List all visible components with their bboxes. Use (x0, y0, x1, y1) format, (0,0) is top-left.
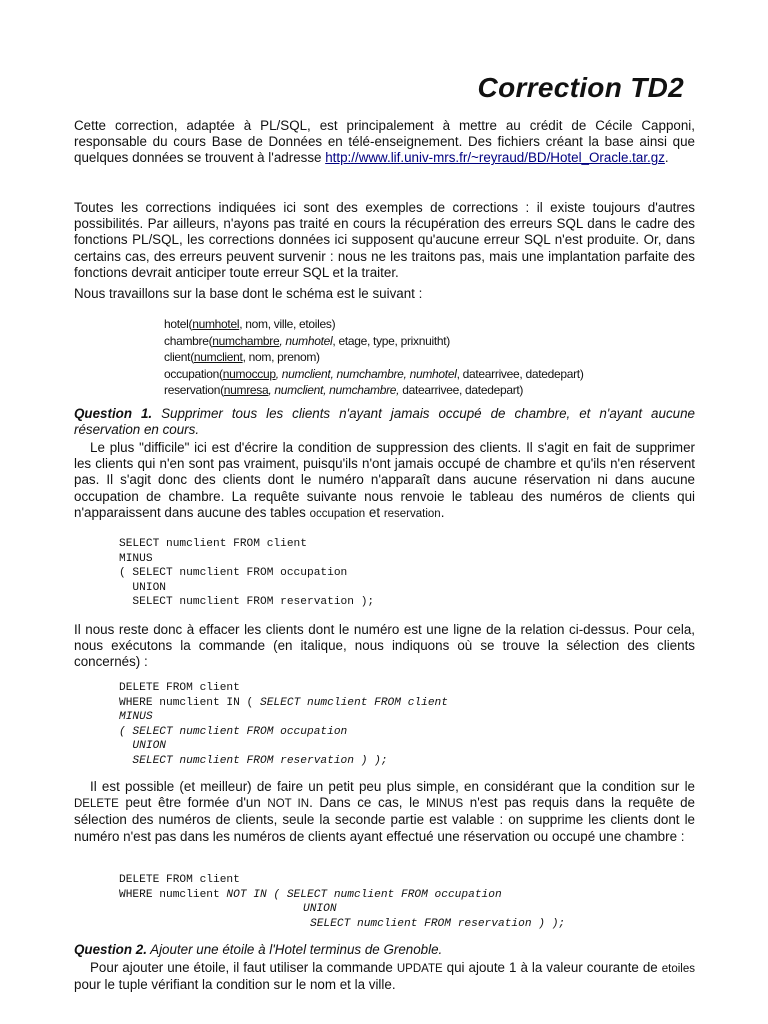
schema-list (164, 316, 584, 399)
text-segment: . Dans ce cas, le (309, 795, 427, 811)
code-segment-italic: SELECT numclient FROM client (260, 696, 448, 709)
question-1-text: Supprimer tous les clients n'ayant jamais occupé de chambre, et n'ayant aucune réservation en cours. (74, 406, 695, 438)
question-1-label: Question 1. (74, 406, 153, 421)
table-name: occupation (164, 366, 220, 381)
foreign-keys: , numhotel (279, 333, 333, 348)
table-name: chambre (164, 333, 209, 348)
disclaimer-paragraph: Toutes les corrections indiquées ici sont des exemples de corrections : il existe toujours d'autres possibilités. Par ailleurs, n'ayons pas traité en cours la récupération des erreurs SQL dans le cadre des fonctions PL/SQL, les corrections données ici supposent qu'aucune erreur SQL n'est produite. Or, dans certains cas, des erreurs peuvent survenir : nous ne les traitons pas, mais une implantation parfaite des fonctions devrait anticiper toute erreur SQL et la traiter. (74, 200, 695, 280)
intro-text: Cette correction, adaptée à PL/SQL, est principalement à mettre au crédit de Cécile Capponi, responsable du cours Base de Données en télé-enseignement. Des fichiers créant la base ainsi que quelques données se trouvent à l'adresse (74, 118, 695, 166)
keyword-minus: MINUS (426, 798, 464, 811)
document-title: Correction TD2 (477, 72, 684, 103)
schema-intro: Nous travaillons sur la base dont le schéma est le suivant : (74, 286, 423, 301)
schema-row-chambre: chambre(numchambre, numhotel, etage, type, prixnuitht) (164, 333, 450, 348)
question-2-label: Question 2. (74, 942, 147, 957)
table-name: hotel (164, 317, 189, 331)
primary-key: numclient (193, 350, 243, 365)
code-block-select: SELECT numclient FROM client MINUS ( SELECT numclient FROM occupation UNION SELECT numclient FROM reservation ); (119, 538, 375, 609)
intro-end: . (664, 150, 669, 166)
attributes: , nom, prenom) (242, 350, 320, 365)
attributes: , nom, ville, etoiles) (239, 317, 336, 331)
primary-key: numoccup (222, 366, 276, 381)
primary-key: numhotel (192, 317, 240, 331)
code-segment: WHERE numclient IN ( (119, 696, 260, 709)
attributes: , etage, type, prixnuitht) (332, 333, 450, 348)
text-segment: Il est possible (et meilleur) de faire un petit peu plus simple, en considérant que la condition sur le (90, 779, 695, 794)
code-block-delete-minus (119, 681, 448, 769)
code-line: UNION (303, 903, 337, 916)
foreign-keys: , numclient, numchambre, numhotel (275, 366, 457, 381)
code-line: UNION (119, 740, 166, 753)
table-name: reservation (164, 383, 221, 398)
schema-row-reservation: reservation(numresa, numclient, numchambre, datearrivee, datedepart) (164, 383, 524, 398)
code-line: ( SELECT numclient FROM occupation (119, 725, 348, 738)
attributes: datearrivee, datedepart) (399, 383, 524, 398)
attributes: , datearrivee, datedepart) (456, 366, 584, 381)
foreign-keys: , numclient, numchambre, (268, 383, 400, 398)
keyword-update: UPDATE (396, 963, 443, 975)
table-ref-occupation: occupation (309, 507, 366, 520)
explanation-end: . (440, 504, 445, 520)
column-etoiles: etoiles (661, 963, 695, 975)
code-segment: WHERE numclient (119, 888, 227, 901)
conjunction: et (365, 504, 384, 520)
explanation-text: Le plus "difficile" ici est d'écrire la condition de suppression des clients. Il s'agit en fait de supprimer les clients qui n'en sont pas vraiment, puisqu'ils n'ont jamais occupé de chambre et qu'ils n'en réservent pas. Il s'agit donc des clients dont le numéro n'apparaît dans aucune réservation ni dans aucune occupation de chambre. La requête suivante nous renvoie le tableau des numéros de clients qui n'apparaissent dans aucune des tables (74, 440, 695, 520)
schema-row-client: client(numclient, nom, prenom) (164, 350, 320, 365)
question-2 (74, 942, 695, 958)
question-1 (74, 406, 695, 438)
primary-key: numchambre (212, 333, 280, 348)
code-line: DELETE FROM client (119, 682, 240, 694)
question-2-explanation (74, 960, 695, 993)
question-2-text: Ajouter une étoile à l'Hotel terminus de Grenoble. (146, 942, 443, 957)
download-link[interactable]: http://www.lif.univ-mrs.fr/~reyraud/BD/Hotel_Oracle.tar.gz (325, 150, 665, 166)
text-segment: Pour ajouter une étoile, il faut utiliser la commande (90, 960, 397, 975)
schema-row-occupation: occupation(numoccup, numclient, numchambre, numhotel, datearrivee, datedepart) (164, 366, 584, 381)
text-segment: qui ajoute 1 à la valeur courante de (442, 960, 662, 975)
code-line: SELECT numclient FROM reservation ) ); (119, 754, 388, 767)
text-segment: peut être formée d'un (118, 795, 268, 811)
schema-row-hotel: hotel(numhotel, nom, ville, etoiles) (164, 317, 336, 331)
code-segment-italic: NOT IN ( SELECT numclient FROM occupation (226, 888, 502, 901)
code-line: SELECT numclient FROM reservation ) ); (310, 917, 566, 930)
code-line (119, 888, 565, 903)
question-1-explanation (74, 440, 695, 522)
delete-intro-paragraph: Il nous reste donc à effacer les clients dont le numéro est une ligne de la relation ci-dessus. Pour cela, nous exécutons la commande (en italique, nous indiquons où se trouve la sélection des clients concernés) : (74, 622, 695, 670)
keyword-not-in: NOT IN (267, 798, 310, 811)
text-segment: n'est pas requis dans la requête de sélection des numéros de clients, seule la seconde partie est valable : on supprime les clients dont le numéro n'est pas dans les numéros de clients ayant effectué une réservation ou occupé une chambre : (74, 795, 696, 844)
code-block-delete-not-in (119, 873, 565, 931)
table-name: client (164, 350, 191, 365)
code-line: MINUS (119, 711, 153, 724)
not-in-paragraph (74, 779, 695, 845)
code-line: DELETE FROM client (119, 874, 240, 886)
primary-key: numresa (223, 383, 269, 398)
code-line (119, 696, 448, 711)
keyword-delete: DELETE (74, 798, 119, 811)
text-segment: pour le tuple vérifiant la condition sur le nom et la ville. (74, 977, 396, 993)
intro-paragraph (74, 118, 695, 167)
table-ref-reservation: reservation (383, 507, 441, 520)
